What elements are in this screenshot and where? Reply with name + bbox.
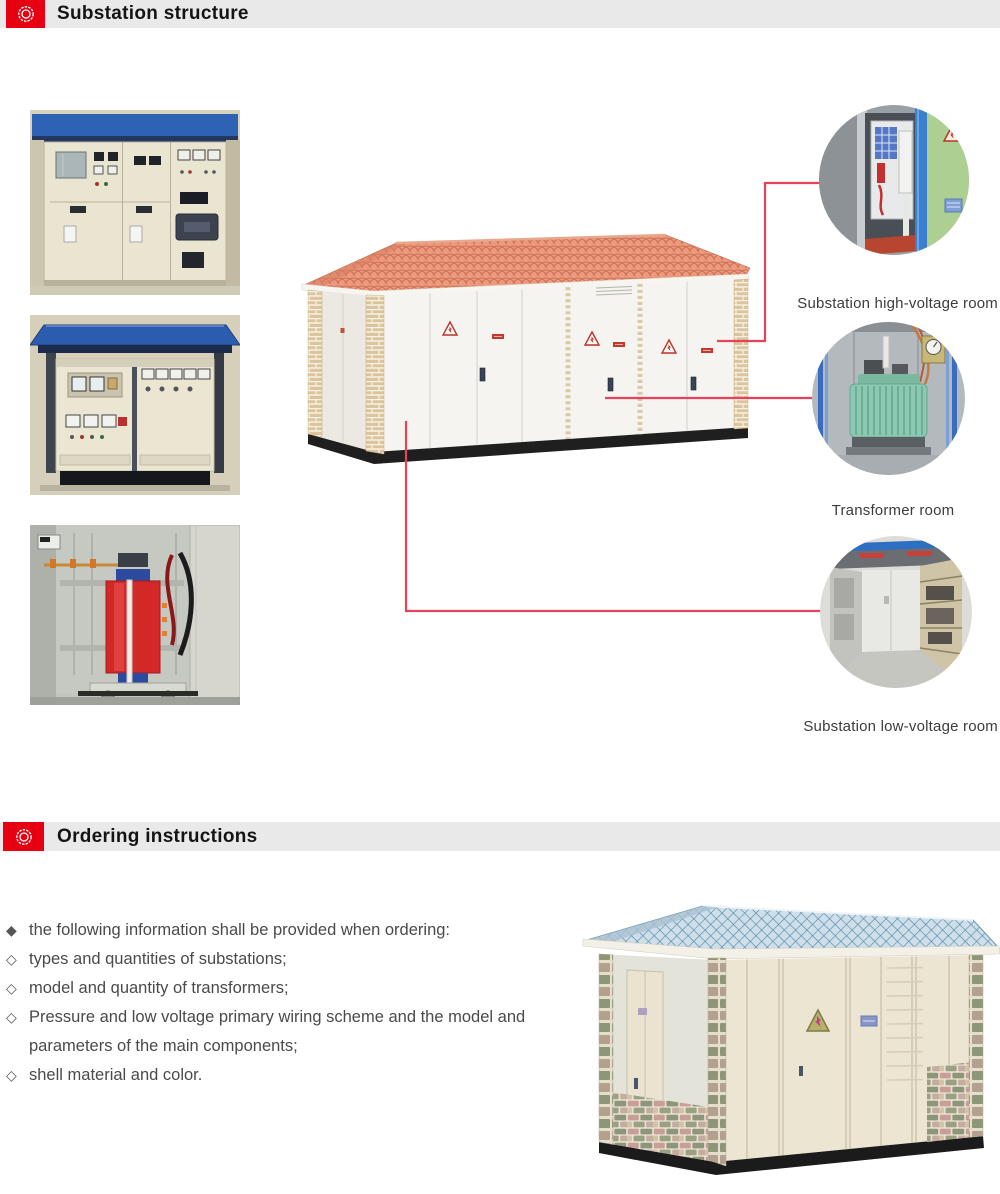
hollow-diamond-bullet-icon: ◇ (6, 951, 17, 967)
hollow-diamond-bullet-icon: ◇ (6, 1067, 17, 1083)
oil-transformer (850, 384, 927, 437)
label-high-voltage-room: Substation high-voltage room (797, 295, 998, 312)
label-transformer-room: Transformer room (831, 502, 955, 519)
high-voltage-room-photo (819, 105, 969, 255)
filled-diamond-bullet-icon: ◆ (6, 922, 17, 938)
label-low-voltage-room: Substation low-voltage room (803, 718, 998, 735)
ring-emblem-icon (6, 0, 45, 28)
ordering-item: ◇ model and quantity of transformers; (6, 974, 586, 1003)
ordering-title: Ordering instructions (57, 826, 258, 847)
low-voltage-room-photo (820, 536, 972, 688)
ordering-item: ◇ shell material and color. (6, 1061, 586, 1090)
low-voltage-panel-photo (30, 315, 240, 495)
ordering-item: ◇ Pressure and low voltage primary wiring scheme and the model and parameters of the main components; (6, 1003, 586, 1061)
high-voltage-switchgear-photo (30, 110, 240, 295)
ordering-item: ◆ the following information shall be provided when ordering: (6, 916, 586, 945)
substation-exterior-blue-roof (575, 890, 1000, 1194)
ordering-item: ◇ types and quantities of substations; (6, 945, 586, 974)
ring-emblem-icon (3, 822, 44, 851)
transformer-room-photo (812, 322, 965, 475)
hollow-diamond-bullet-icon: ◇ (6, 1009, 17, 1025)
dry-type-transformer-photo (30, 525, 240, 705)
hollow-diamond-bullet-icon: ◇ (6, 980, 17, 996)
section-header-ordering (0, 822, 1000, 851)
transformer-coil (106, 581, 167, 673)
page-title: Substation structure (57, 3, 249, 24)
substation-exterior-red-roof (298, 228, 753, 478)
section-header-structure (0, 0, 1000, 28)
ordering-list (6, 916, 586, 1090)
